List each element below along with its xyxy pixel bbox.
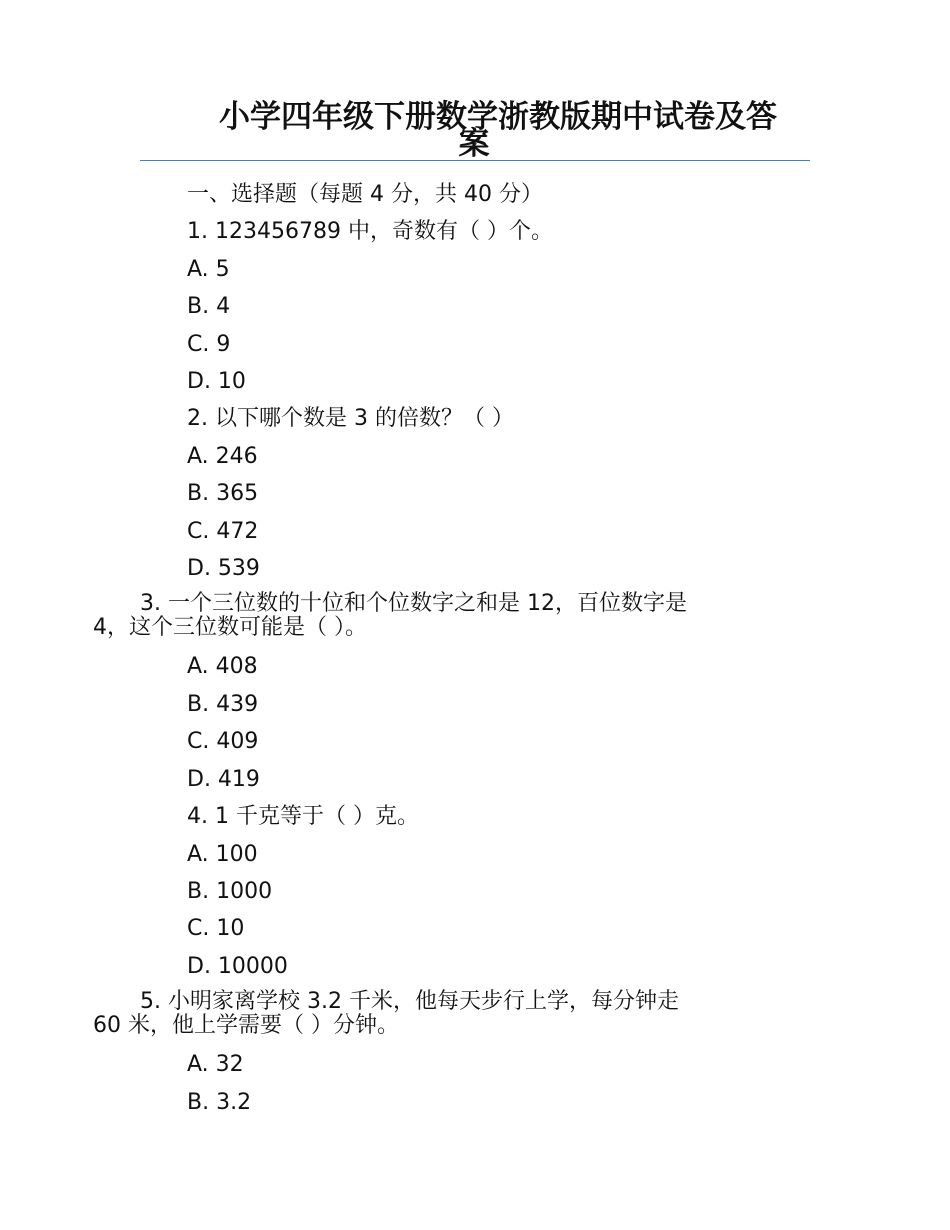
question-3-option-c: C. 409 xyxy=(187,729,259,755)
question-3-stem-line-2: 4，这个三位数可能是（ ）。 xyxy=(93,615,367,641)
page-title xyxy=(140,99,808,162)
question-2-stem: 2. 以下哪个数是 3 的倍数？（ ） xyxy=(187,406,514,432)
question-3-stem xyxy=(93,587,810,648)
question-3-option-d: D. 419 xyxy=(187,766,260,792)
question-1-option-a: A. 5 xyxy=(187,256,230,282)
question-1-option-d: D. 10 xyxy=(187,369,246,395)
question-5-option-a: A. 32 xyxy=(187,1052,244,1078)
question-5-stem xyxy=(93,985,810,1046)
question-4-option-b: B. 1000 xyxy=(187,878,273,904)
question-1-option-c: C. 9 xyxy=(187,331,231,357)
question-1-stem: 1. 123456789 中，奇数有（ ）个。 xyxy=(187,219,553,245)
question-2-option-d: D. 539 xyxy=(187,556,260,582)
section-heading: 一、选择题（每题 4 分，共 40 分） xyxy=(187,182,543,207)
question-4-option-a: A. 100 xyxy=(187,841,258,867)
title-divider xyxy=(140,160,810,161)
question-3-option-a: A. 408 xyxy=(187,654,258,680)
question-5-option-b: B. 3.2 xyxy=(187,1089,252,1115)
title-line-2: 案 xyxy=(458,126,490,162)
question-3-option-b: B. 439 xyxy=(187,691,259,717)
question-4-option-d: D. 10000 xyxy=(187,953,288,979)
question-2-option-a: A. 246 xyxy=(187,443,258,469)
question-3-stem-line-1: 3. 一个三位数的十位和个位数字之和是 12，百位数字是 xyxy=(140,591,687,617)
title-line-1: 小学四年级下册数学浙教版期中试卷及答 xyxy=(219,99,777,135)
document-body xyxy=(93,176,810,1121)
question-2-option-b: B. 365 xyxy=(187,481,259,507)
question-1-option-b: B. 4 xyxy=(187,294,231,320)
question-4-stem: 4. 1 千克等于（ ）克。 xyxy=(187,804,419,830)
question-5-stem-line-2: 60 米，他上学需要（ ）分钟。 xyxy=(93,1013,399,1039)
question-4-option-c: C. 10 xyxy=(187,916,245,942)
question-5-stem-line-1: 5. 小明家离学校 3.2 千米，他每天步行上学，每分钟走 xyxy=(140,989,679,1015)
question-2-option-c: C. 472 xyxy=(187,518,259,544)
